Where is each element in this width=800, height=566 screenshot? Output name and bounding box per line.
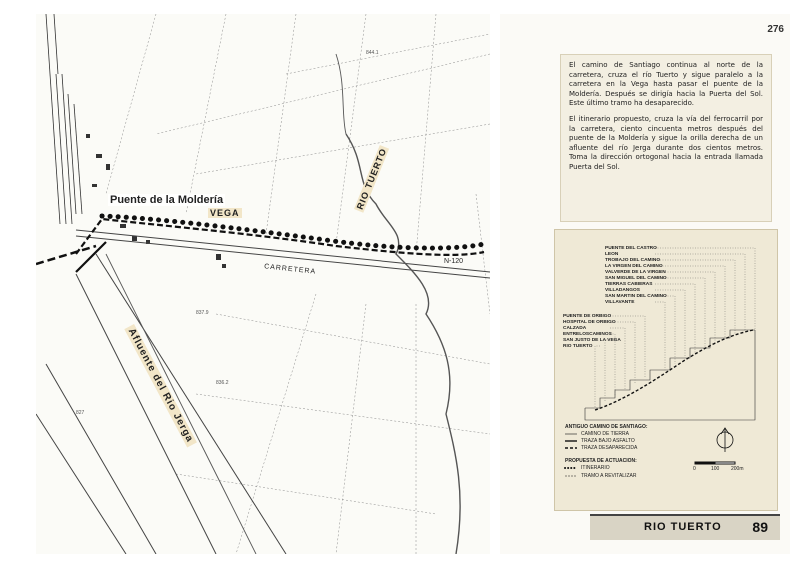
- map-label-n120: N-120: [444, 258, 464, 265]
- place-label: LA VIRGEN DEL CAMINO: [605, 264, 663, 269]
- place-label: VALVERDE DE LA VIRGEN: [605, 270, 666, 275]
- place-label: VILLAVANTE: [605, 300, 635, 305]
- svg-text:844.1: 844.1: [366, 50, 379, 56]
- scale-label: 0: [693, 466, 696, 472]
- place-label: LEON: [605, 252, 619, 257]
- scale-bar: [695, 462, 735, 464]
- place-label: PUENTE DEL CASTRO: [605, 246, 657, 251]
- place-label: SAN JUSTO DE LA VEGA: [563, 338, 621, 343]
- legend-item: TRAZA BAJO ASFALTO: [581, 438, 635, 444]
- place-label: TIERRAS CABIERAS: [605, 282, 653, 287]
- svg-text:827: 827: [76, 410, 85, 416]
- legend-item: ITINERARIO: [581, 465, 610, 471]
- right-page: [500, 14, 790, 554]
- footer-title: RIO TUERTO: [644, 521, 722, 533]
- map-label-vega: VEGA: [210, 208, 240, 218]
- itinerary-route: [102, 216, 484, 248]
- svg-text:836.2: 836.2: [216, 380, 229, 386]
- legend-proposal-title: PROPUESTA DE ACTUACION:: [565, 458, 637, 464]
- place-label: SAN MARTIN DEL CAMINO: [605, 294, 667, 299]
- map-label-carretera: CARRETERA: [263, 263, 317, 276]
- scale-label: 100: [711, 466, 720, 472]
- page-number-top: 276: [767, 24, 784, 35]
- svg-text:837.9: 837.9: [196, 310, 209, 316]
- place-label: VILLADANGOS: [605, 288, 640, 293]
- place-label: TROBAJO DEL CAMINO: [605, 258, 661, 263]
- place-label: RIO TUERTO: [563, 344, 593, 349]
- map-drawing: [36, 14, 490, 554]
- place-label: PUENTE DE ORBIGO: [563, 314, 612, 319]
- map-label-rio: RIO TUERTO: [354, 146, 389, 211]
- map-page: [36, 14, 490, 554]
- place-label: HOSPITAL DE ORBIGO: [563, 320, 616, 325]
- map-label-puente: Puente de la Moldería: [110, 194, 224, 206]
- legend-item: CAMINO DE TIERRA: [581, 431, 629, 437]
- route-profile-card: [554, 229, 778, 511]
- place-label: SAN MIGUEL DEL CAMINO: [605, 276, 667, 281]
- scale-label: 200m: [731, 466, 744, 472]
- description-text-box: [560, 54, 772, 222]
- north-arrow-icon: [717, 428, 733, 452]
- legend-item: TRAZA DESAPARECIDA: [581, 445, 638, 451]
- footer-page-number: 89: [752, 519, 768, 535]
- paragraph-2: El itinerario propuesto, cruza la vía del ferrocarril por la carretera, ciento cincuenta metros después del puente de la Moldería y sigue la orilla derecha de un afluente del río Jerga durante dos cientos metros. Toma la dirección ortogonal hacia la entrada llamada Puerta del Sol.: [569, 114, 763, 171]
- paragraph-1: El camino de Santiago continua al norte de la carretera, cruza el río Tuerto y sigue paralelo a la carretera en la Vega hasta pasar el puente de la Moldería. Después se dirigía hacia la Puerta del Sol. Este último tramo ha desaparecido.: [569, 61, 763, 108]
- map-label-afluente: Afluente del Rio Jerga: [124, 324, 196, 447]
- legend-title: ANTIGUO CAMINO DE SANTIAGO:: [565, 424, 648, 430]
- place-label: ENTRELOSCAMINOS: [563, 332, 612, 337]
- page-footer: [590, 514, 780, 540]
- legend-item: TRAMO A REVITALIZAR: [581, 473, 637, 479]
- place-label: CALZADA: [563, 326, 587, 331]
